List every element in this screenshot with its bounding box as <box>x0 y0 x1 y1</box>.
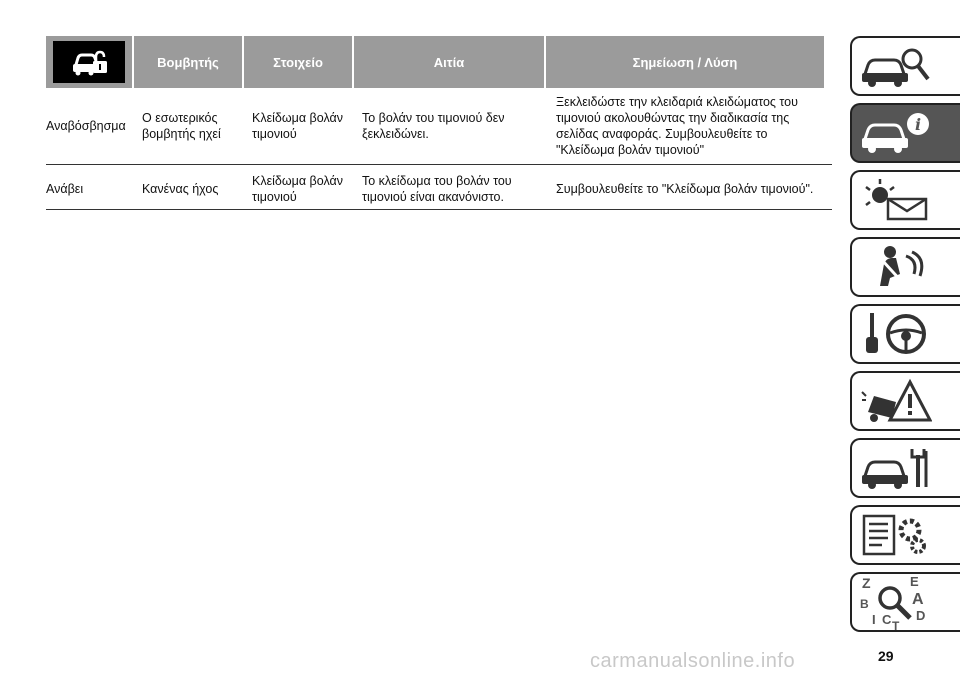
tab-safety[interactable] <box>850 237 960 297</box>
car-search-icon <box>860 43 932 89</box>
solution-cell: Συμβουλευθείτε το "Κλείδωμα βολάν τιμονιού". <box>556 182 814 196</box>
watermark: carmanualsonline.info <box>590 650 796 672</box>
car-crash-warning-icon <box>860 378 932 424</box>
header-element: Στοιχείο <box>244 36 352 88</box>
header-buzzer: Βομβητής <box>134 36 242 88</box>
key-steering-wheel-icon <box>860 311 932 357</box>
table-header <box>46 36 832 88</box>
table-row <box>46 165 832 210</box>
index-letter: I <box>872 612 876 627</box>
tab-servicing[interactable] <box>850 438 960 498</box>
tab-emergency[interactable] <box>850 371 960 431</box>
chapter-sidebar <box>850 36 960 639</box>
svg-text:i: i <box>914 115 922 134</box>
index-letter: Z <box>862 575 871 591</box>
header-solution: Σημείωση / Λύση <box>546 36 824 88</box>
alphabetical-index-icon <box>860 574 932 630</box>
tab-technical-data[interactable] <box>850 505 960 565</box>
buzzer-cell: Ο εσωτερικός βομβητής ηχεί <box>142 111 221 141</box>
element-cell: Κλείδωμα βολάν τιμονιού <box>252 174 343 204</box>
signal-cell: Ανάβει <box>46 182 84 196</box>
tab-starting-driving[interactable] <box>850 304 960 364</box>
unlock-warning-icon <box>53 41 125 83</box>
page-number: 29 <box>878 648 894 664</box>
cause-cell: Το βολάν του τιμονιού δεν ξεκλειδώνει. <box>362 111 505 141</box>
fault-table <box>46 36 832 210</box>
index-letter: T <box>892 619 900 630</box>
warning-light-message-icon <box>860 177 932 223</box>
solution-cell: Ξεκλειδώστε την κλειδαριά κλειδώματος του τιμονιού ακολουθώντας την διαδικασία της σελίδας αναφοράς. Συμβουλευθείτε το "Κλείδωμα βολάν τιμονιού" <box>556 95 798 157</box>
tab-index[interactable] <box>850 572 960 632</box>
header-icon-cell <box>46 36 132 88</box>
index-letter: C <box>882 612 892 627</box>
element-cell: Κλείδωμα βολάν τιμονιού <box>252 111 343 141</box>
tab-car-search[interactable] <box>850 36 960 96</box>
table-row <box>46 88 832 165</box>
buzzer-cell: Κανένας ήχος <box>142 182 219 196</box>
index-letter: A <box>912 591 924 608</box>
cause-cell: Το κλείδωμα του βολάν του τιμονιού είναι ακανόνιστο. <box>362 174 512 204</box>
tab-car-info[interactable] <box>850 103 960 163</box>
index-letter: D <box>916 608 926 623</box>
specifications-gear-icon <box>860 512 932 558</box>
car-tools-icon <box>860 445 932 491</box>
signal-cell: Αναβόσβησμα <box>46 119 126 133</box>
tab-warning-lights[interactable] <box>850 170 960 230</box>
index-letter: B <box>860 597 869 611</box>
header-cause: Αιτία <box>354 36 544 88</box>
index-letter: E <box>910 574 919 589</box>
seatbelt-airbag-icon <box>860 244 932 290</box>
car-info-icon <box>860 110 932 156</box>
